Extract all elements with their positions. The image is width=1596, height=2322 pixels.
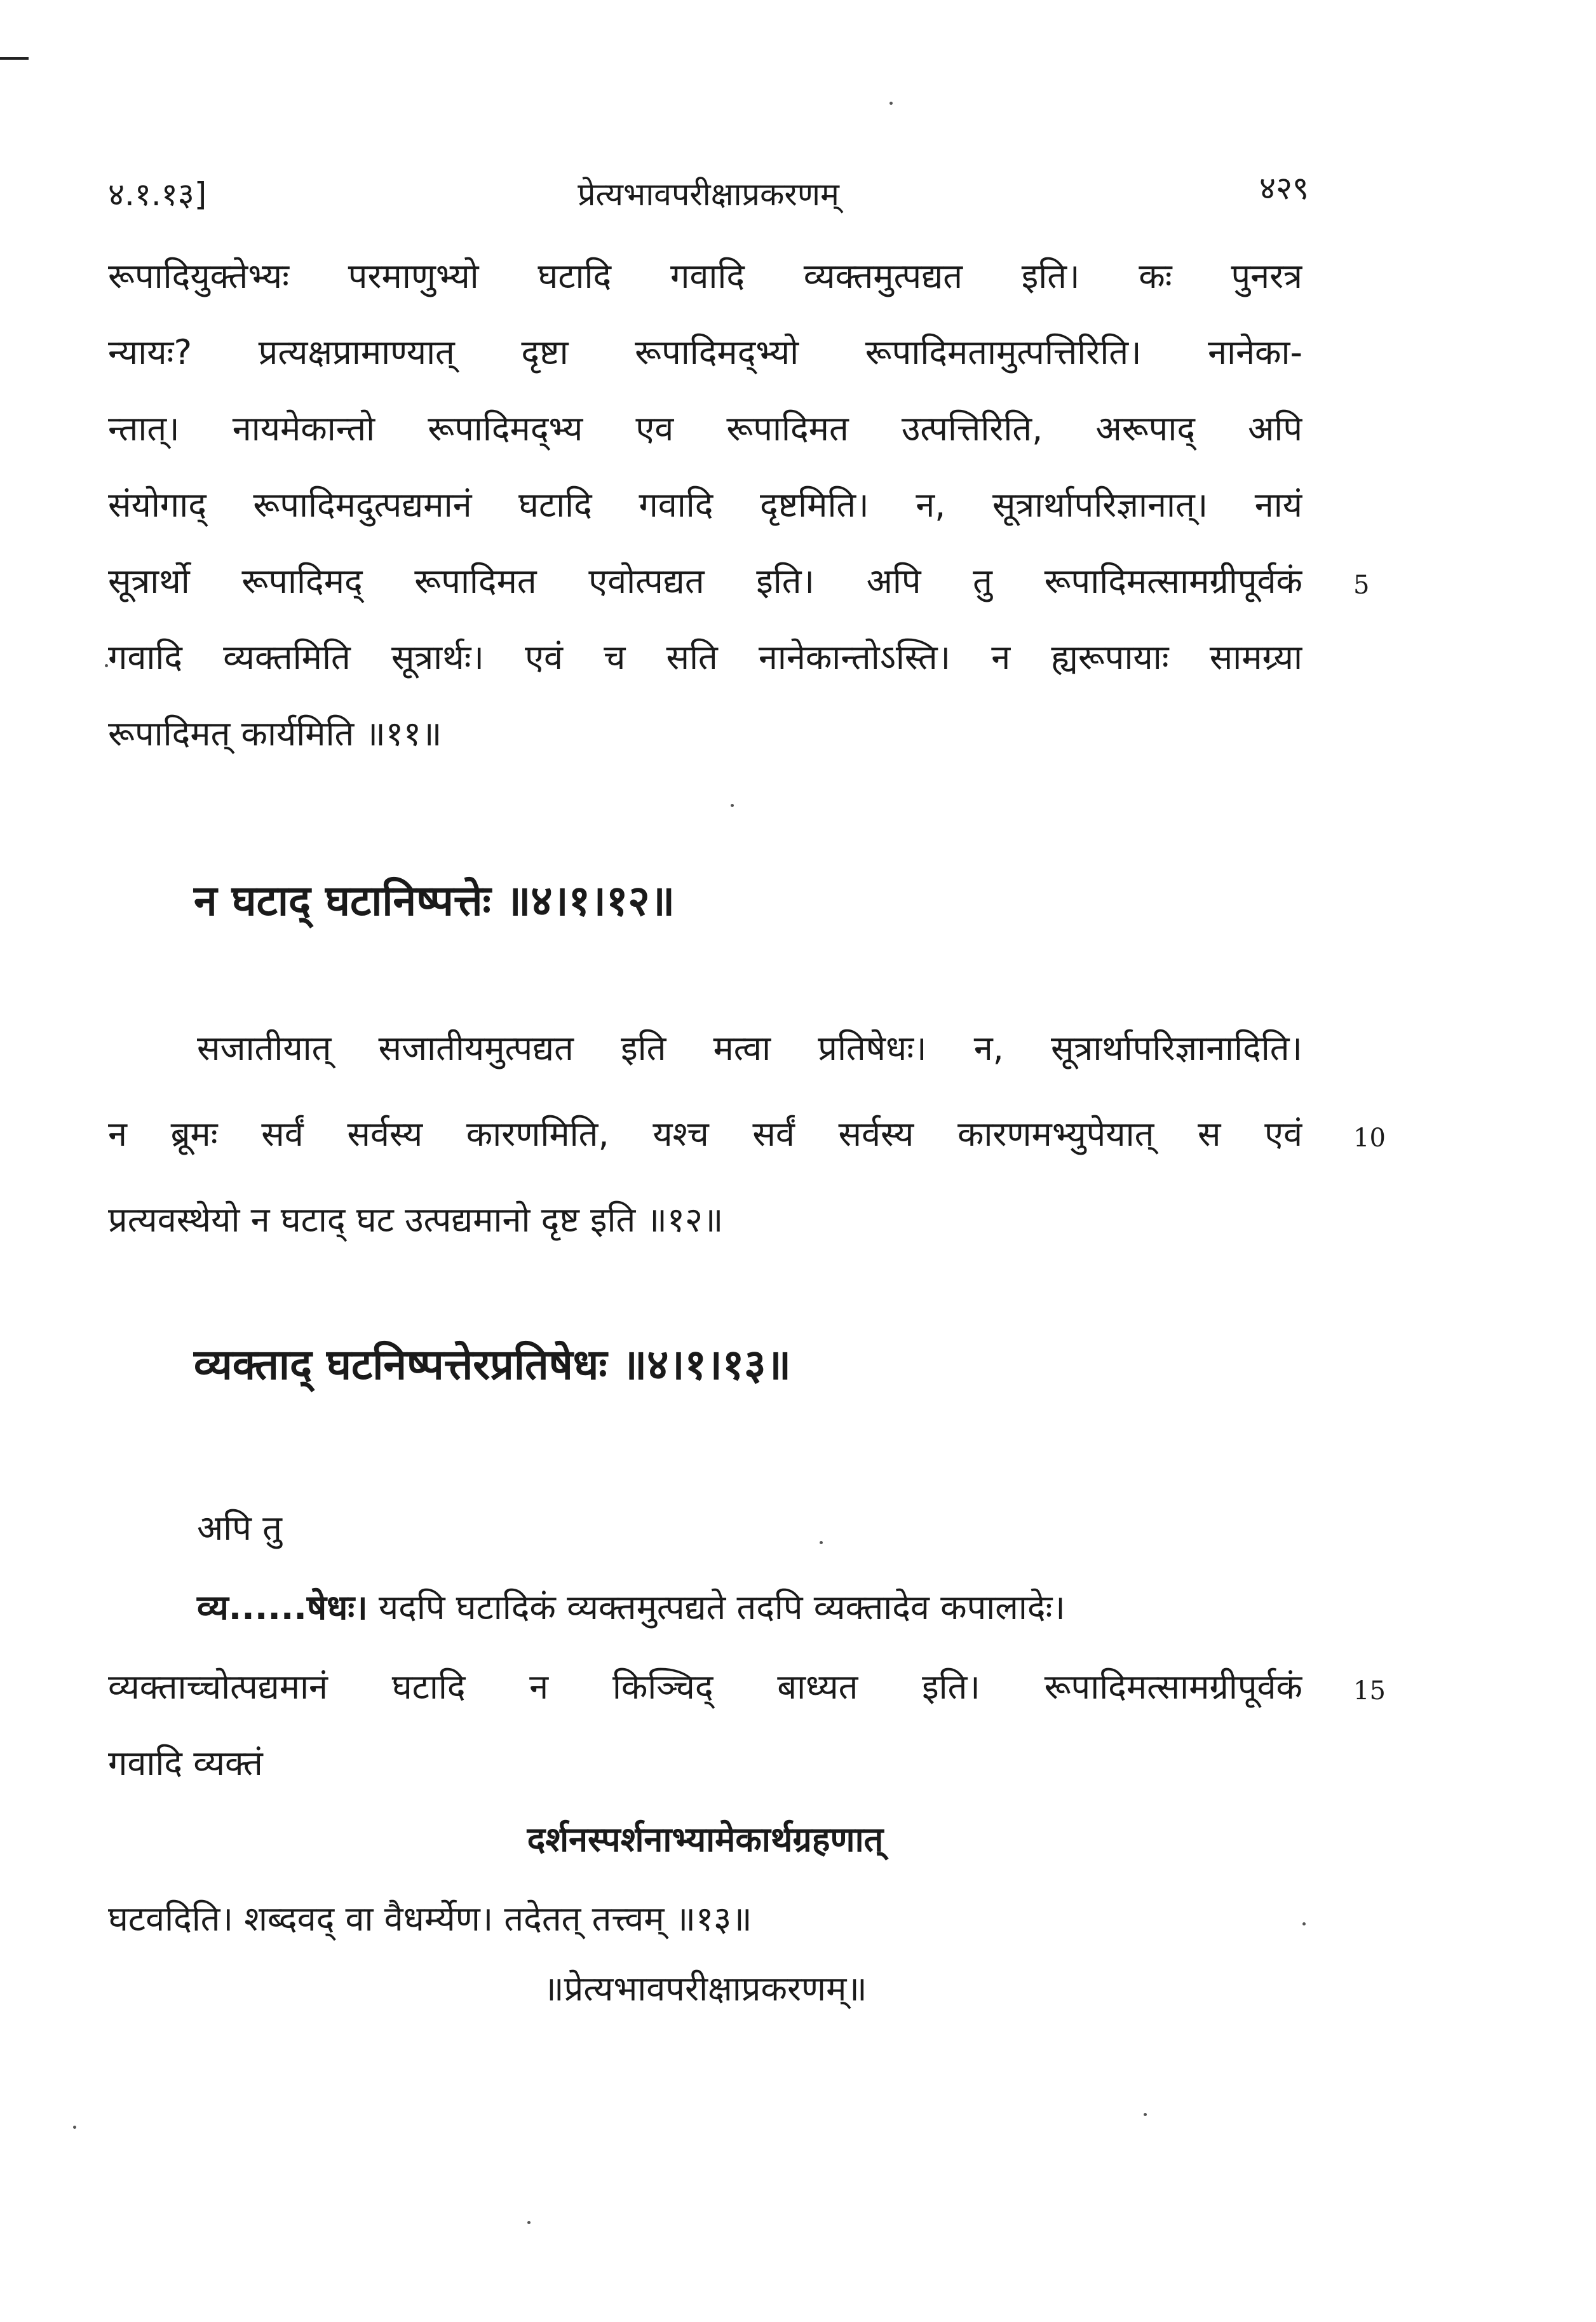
text-line: घटवदिति। शब्दवद् वा वैधर्म्येण। तदेतत् तत्त्वम् ॥१३॥ — [108, 1899, 752, 1939]
text-line: न्यायः? प्रत्यक्षप्रामाण्यात् दृष्टा रूपादिमद्भ्यो रूपादिमतामुत्पत्तिरिति। नानेका- — [108, 332, 1302, 372]
text-line: गवादि व्यक्तं — [108, 1743, 263, 1783]
running-title: प्रेत्यभावपरीक्षाप्रकरणम् — [578, 176, 839, 213]
scan-speck — [105, 664, 108, 667]
text-line: सजातीयात् सजातीयमुत्पद्यत इति मत्वा प्रतिषेधः। न, सूत्रार्थापरिज्ञानादिति। — [197, 1028, 1302, 1068]
page-number: ४२९ — [1259, 170, 1309, 207]
text-line — [197, 1582, 1302, 1633]
scan-speck — [527, 2221, 531, 2224]
centered-verse: दर्शनस्पर्शनाभ्यामेकार्थग्रहणात् — [527, 1819, 884, 1859]
scan-speck — [731, 804, 734, 807]
scan-speck — [73, 2126, 76, 2129]
scan-speck — [1302, 1922, 1306, 1925]
text-line: प्रत्यवस्थेयो न घटाद् घट उत्पद्यमानो दृष्ट इति ॥१२॥ — [108, 1200, 724, 1240]
text-line: रूपादियुक्तेभ्यः परमाणुभ्यो घटादि गवादि व्यक्तमुत्पद्यत इति। कः पुनरत्र — [108, 256, 1302, 296]
section-colophon: ॥प्रेत्यभावपरीक्षाप्रकरणम्॥ — [543, 1969, 867, 2009]
sutra-heading: व्यक्ताद् घटनिष्पत्तेरप्रतिषेधः ॥४।१।१३॥ — [194, 1340, 791, 1389]
text-line: गवादि व्यक्तमिति सूत्रार्थः। एवं च सति नानेकान्तोऽस्ति। न ह्यरूपायाः सामग्र्या — [108, 637, 1302, 677]
text-line: अपि तु — [197, 1508, 282, 1548]
margin-rule — [0, 57, 29, 60]
abbreviated-sutra: व्य......षेधः। — [197, 1587, 368, 1627]
sutra-heading: न घटाद् घटानिष्पत्तेः ॥४।१।१२॥ — [194, 876, 675, 925]
scan-speck — [1144, 2113, 1147, 2116]
line-number: 5 — [1353, 571, 1370, 600]
text-span: यदपि घटादिकं व्यक्तमुत्पद्यते तदपि व्यक्तादेव कपालादेः। — [367, 1587, 1065, 1627]
line-number: 10 — [1353, 1124, 1386, 1153]
scan-speck — [889, 102, 893, 105]
text-line: व्यक्ताच्चोत्पद्यमानं घटादि न किञ्चिद् बाध्यत इति। रूपादिमत्सामग्रीपूर्वकं — [108, 1667, 1302, 1707]
page-header — [108, 159, 1309, 216]
text-line: न्तात्। नायमेकान्तो रूपादिमद्भ्य एव रूपादिमत उत्पत्तिरिति, अरूपाद् अपि — [108, 409, 1302, 449]
line-number: 15 — [1353, 1676, 1386, 1706]
text-line: रूपादिमत् कार्यमिति ॥११॥ — [108, 714, 442, 754]
text-line: संयोगाद् रूपादिमदुत्पद्यमानं घटादि गवादि दृष्टमिति। न, सूत्रार्थापरिज्ञानात्। नायं — [108, 485, 1302, 525]
scan-speck — [820, 1541, 823, 1544]
text-line: न ब्रूमः सर्वं सर्वस्य कारणमिति, यश्च सर्वं सर्वस्य कारणमभ्युपेयात् स एवं — [108, 1114, 1302, 1154]
section-reference: ४.१.१३] — [108, 176, 207, 213]
text-line: सूत्रार्थो रूपादिमद् रूपादिमत एवोत्पद्यत इति। अपि तु रूपादिमत्सामग्रीपूर्वकं — [108, 561, 1302, 601]
